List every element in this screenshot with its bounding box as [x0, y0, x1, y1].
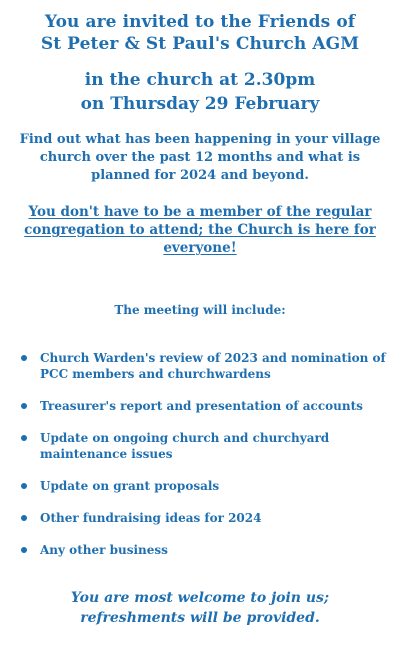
agenda-item-text: Any other business: [40, 543, 168, 557]
agenda-list: [6, 350, 394, 558]
attendance-notice: You don't have to be a member of the regular congregation to attend; the Church is here for everyone!: [24, 204, 376, 256]
bullet-icon: [21, 355, 27, 361]
agenda-item: [20, 542, 394, 558]
agenda-item: [20, 398, 394, 414]
intro-paragraph: Find out what has been happening in your village church over the past 12 months and what is planned for 2024 and beyond.: [19, 132, 381, 183]
event-datetime: [6, 68, 394, 116]
closing-line-1: You are most welcome to join us;: [70, 590, 330, 606]
title-line-1: You are invited to the Friends of: [44, 12, 356, 32]
agenda-item: [20, 478, 394, 494]
agenda-item-text: Update on ongoing church and churchyard maintenance issues: [40, 431, 330, 461]
bullet-icon: [21, 435, 27, 441]
invitation-title: [6, 11, 394, 55]
bullet-icon: [21, 547, 27, 553]
agenda-item: [20, 430, 394, 462]
agenda-item: [20, 510, 394, 526]
title-line-2: St Peter & St Paul's Church AGM: [40, 34, 360, 54]
agenda-item-text: Church Warden's review of 2023 and nomination of PCC members and churchwardens: [40, 351, 386, 381]
event-time: in the church at 2.30pm: [84, 70, 316, 90]
agenda-item-text: Other fundraising ideas for 2024: [40, 511, 262, 525]
closing-message: [6, 588, 394, 628]
bullet-icon: [21, 515, 27, 521]
closing-line-2: refreshments will be provided.: [80, 610, 320, 626]
meeting-heading: The meeting will include:: [114, 303, 286, 317]
agenda-item: [20, 350, 394, 382]
bullet-icon: [21, 403, 27, 409]
agenda-item-text: Update on grant proposals: [40, 479, 220, 493]
bullet-icon: [21, 483, 27, 489]
agenda-item-text: Treasurer's report and presentation of accounts: [40, 399, 363, 413]
event-date: on Thursday 29 February: [80, 94, 320, 114]
